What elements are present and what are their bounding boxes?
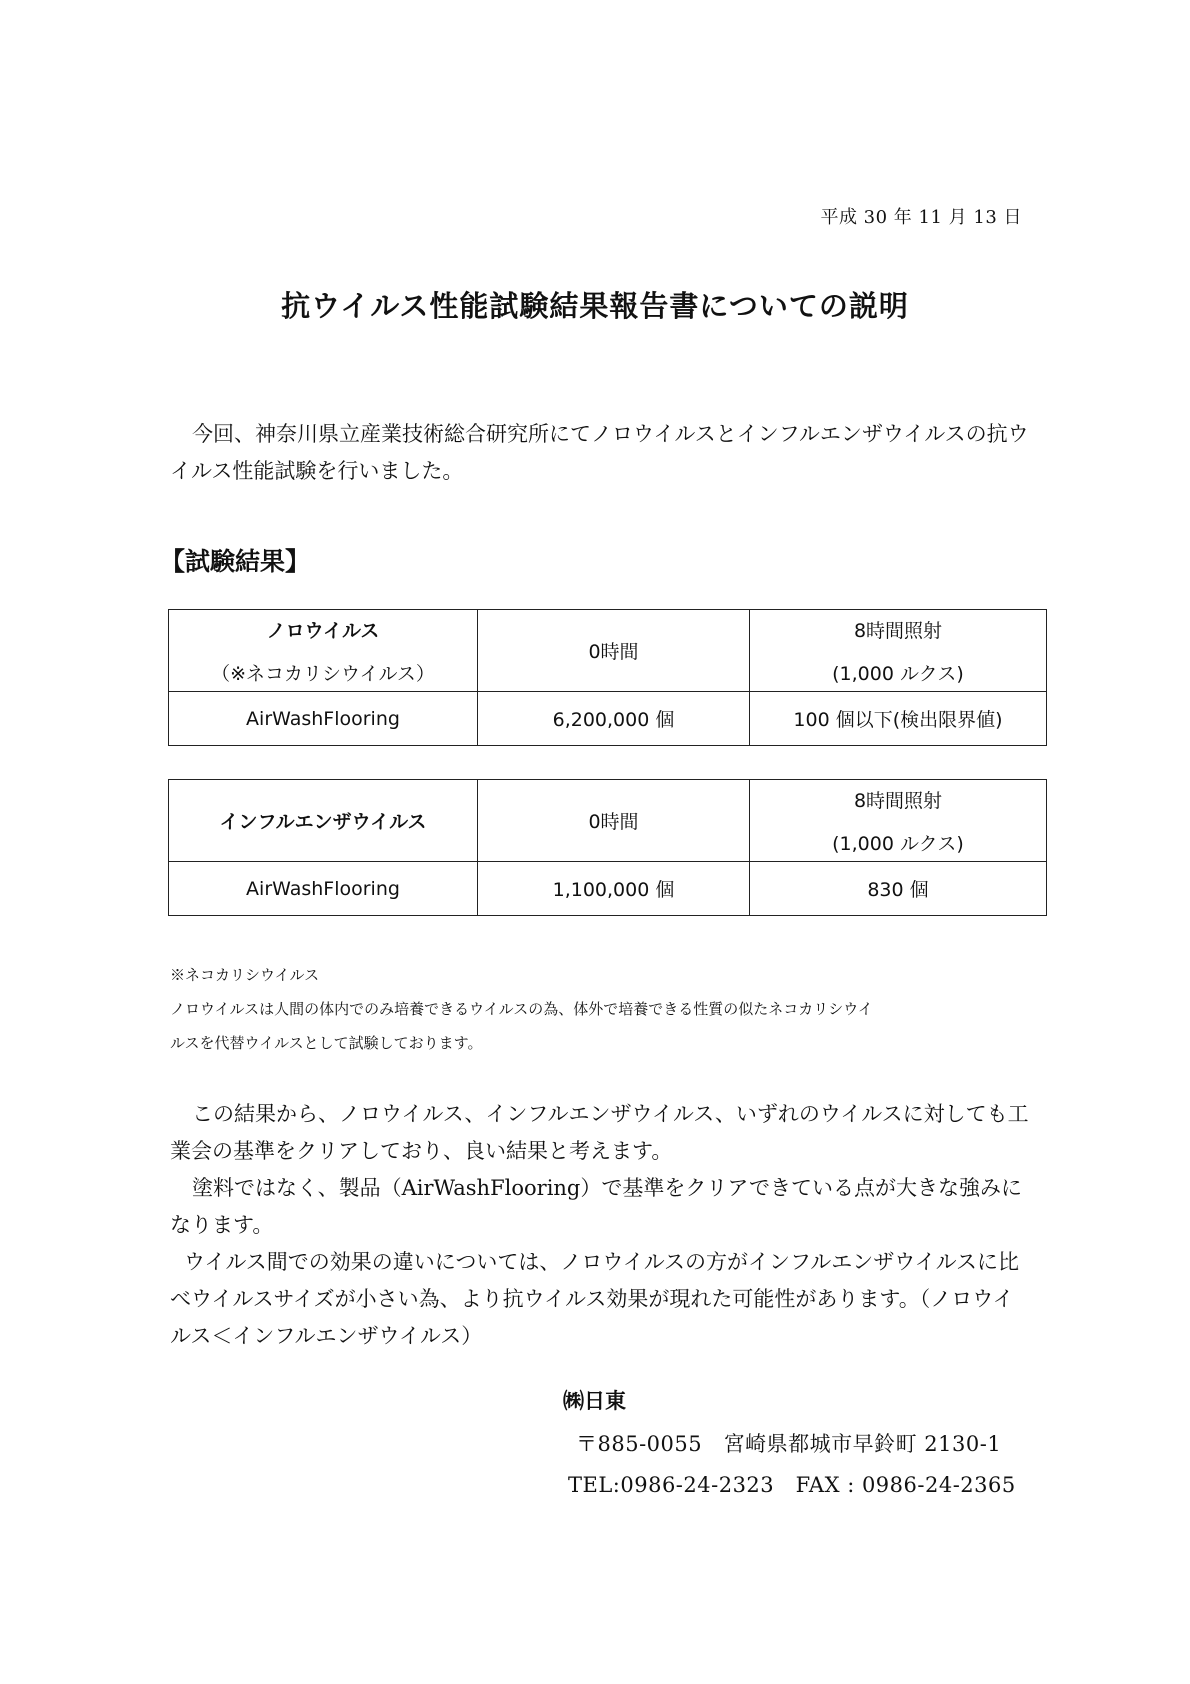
col-8h-header-cell	[750, 780, 1047, 862]
norovirus-results-table	[168, 609, 1047, 746]
virus-name-cell	[169, 610, 478, 692]
virus-name: ノロウイルス	[266, 619, 380, 642]
intro-text: 今回、神奈川県立産業技術総合研究所にてノロウイルスとインフルエンザウイルスの抗ウイルス性能試験を行いました。	[170, 422, 1029, 483]
table-row	[169, 692, 1047, 746]
footnote	[170, 958, 1030, 1060]
virus-substitute: （※ネコカリシウイルス）	[211, 662, 435, 685]
conclusion	[170, 1096, 1030, 1355]
intro-paragraph	[170, 416, 1030, 490]
document-title: 抗ウイルス性能試験結果報告書についての説明	[281, 289, 909, 323]
col-8h-header: 8時間照射	[853, 619, 943, 642]
footnote-heading: ※ネコカリシウイルス	[170, 966, 320, 984]
virus-name: インフルエンザウイルス	[169, 780, 478, 862]
section-heading: 【試験結果】	[160, 547, 311, 576]
table-header-row	[169, 780, 1047, 862]
table-row	[169, 862, 1047, 916]
product-name: AirWashFlooring	[169, 862, 478, 916]
document-date: 平成 30 年 11 月 13 日	[820, 207, 1022, 228]
value-8h: 100 個以下(検出限界値)	[750, 692, 1047, 746]
conclusion-paragraph: 塗料ではなく、製品（AirWashFlooring）で基準をクリアできている点が大きな強みになります。	[170, 1176, 1023, 1237]
value-0h: 1,100,000 個	[478, 862, 750, 916]
conclusion-paragraph: この結果から、ノロウイルス、インフルエンザウイルス、いずれのウイルスに対しても工業会の基準をクリアしており、良い結果と考えます。	[170, 1102, 1029, 1163]
company-contact: TEL:0986-24-2323 FAX : 0986-24-2365	[568, 1473, 1016, 1497]
col-8h-header: 8時間照射	[853, 789, 943, 812]
col-0h-header: 0時間	[478, 610, 750, 692]
col-0h-header: 0時間	[478, 780, 750, 862]
col-8h-lux: (1,000 ルクス)	[832, 832, 964, 855]
value-0h: 6,200,000 個	[478, 692, 750, 746]
table-header-row	[169, 610, 1047, 692]
footnote-line: ルスを代替ウイルスとして試験しております。	[170, 1034, 483, 1052]
col-8h-lux: (1,000 ルクス)	[832, 662, 964, 685]
product-name: AirWashFlooring	[169, 692, 478, 746]
col-8h-header-cell	[750, 610, 1047, 692]
value-8h: 830 個	[750, 862, 1047, 916]
footnote-line: ノロウイルスは人間の体内でのみ培養できるウイルスの為、体外で培養できる性質の似たネコカリシウイ	[170, 1000, 873, 1018]
influenza-results-table	[168, 779, 1047, 916]
company-name: ㈱日東	[563, 1389, 626, 1413]
company-address: 〒885-0055 宮崎県都城市早鈴町 2130-1	[576, 1432, 1002, 1456]
conclusion-paragraph: ウイルス間での効果の違いについては、ノロウイルスの方がインフルエンザウイルスに比べウイルスサイズが小さい為、より抗ウイルス効果が現れた可能性があります。（ノロウイルス＜インフルエンザウイルス）	[170, 1250, 1019, 1348]
